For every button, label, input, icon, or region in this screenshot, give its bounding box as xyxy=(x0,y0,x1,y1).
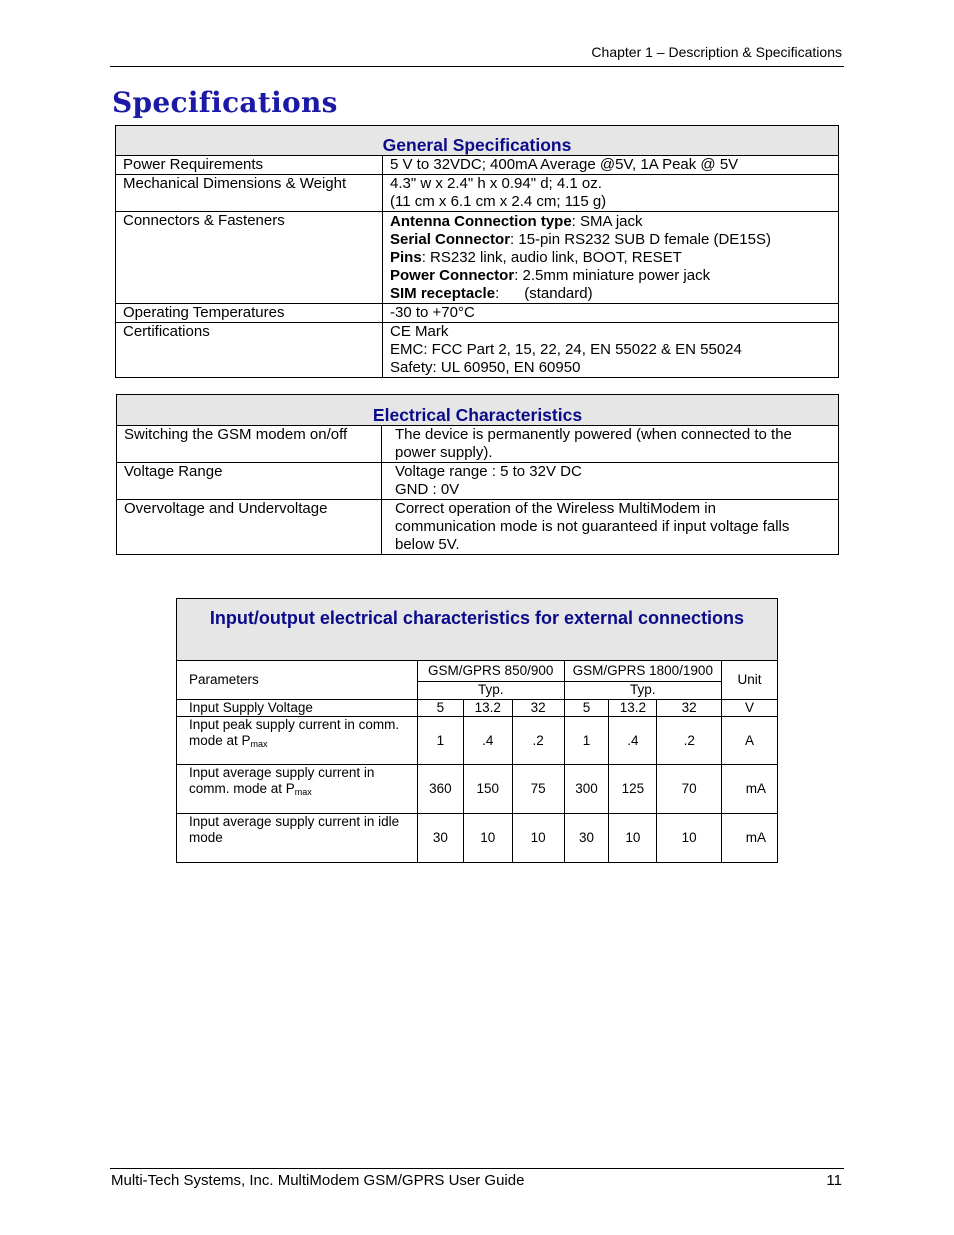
connector-key: Serial Connector xyxy=(390,231,511,248)
value-cell: 10 xyxy=(512,814,564,863)
value-cell: .2 xyxy=(512,717,564,765)
connector-key: Antenna Connection type xyxy=(390,213,572,230)
header-rule xyxy=(110,66,844,67)
connector-item xyxy=(390,267,831,285)
spec-value xyxy=(383,323,839,378)
spec-value-line: Safety: UL 60950, EN 60950 xyxy=(390,359,581,376)
footer-title: Multi-Tech Systems, Inc. MultiModem GSM/GPRS User Guide xyxy=(111,1172,525,1189)
general-specifications-table xyxy=(115,125,839,378)
spec-value xyxy=(382,500,839,555)
typ-header: Typ. xyxy=(417,682,564,700)
connector-item xyxy=(390,249,831,267)
spec-label: Switching the GSM modem on/off xyxy=(117,426,382,463)
page-number: 11 xyxy=(826,1172,842,1189)
connector-value: : (standard) xyxy=(495,285,593,302)
parameter-line: Input average supply current in idle xyxy=(189,814,400,829)
unit-cell: mA xyxy=(722,765,778,814)
connector-key: SIM receptacle xyxy=(390,285,496,302)
connector-item xyxy=(390,213,831,231)
typ-header: Typ. xyxy=(564,682,722,700)
parameter-name xyxy=(177,814,418,863)
value-cell: 32 xyxy=(512,700,564,717)
subscript: max xyxy=(294,787,312,797)
spec-value xyxy=(383,304,839,323)
value-cell: .2 xyxy=(657,717,722,765)
spec-label: Voltage Range xyxy=(117,463,382,500)
value-cell: 10 xyxy=(463,814,512,863)
value-cell: .4 xyxy=(609,717,657,765)
table-row xyxy=(117,463,839,500)
value-cell: .4 xyxy=(463,717,512,765)
table-row xyxy=(177,717,778,765)
band-850-900-header: GSM/GPRS 850/900 xyxy=(417,661,564,682)
subscript: max xyxy=(250,739,268,749)
spec-value-line: 5 V to 32VDC; 400mA Average @5V, 1A Peak @ 5V xyxy=(390,156,739,173)
value-cell: 75 xyxy=(512,765,564,814)
table-row xyxy=(177,765,778,814)
value-cell: 360 xyxy=(417,765,463,814)
spec-label: Certifications xyxy=(116,323,383,378)
parameter-line: mode xyxy=(189,830,223,845)
parameter-text: comm. mode at P xyxy=(189,781,295,796)
spec-value-line: -30 to +70°C xyxy=(390,304,475,321)
parameter-line xyxy=(189,781,414,800)
parameter-line: Input peak supply current in comm. xyxy=(189,717,400,732)
spec-value-line: (11 cm x 6.1 cm x 2.4 cm; 115 g) xyxy=(390,193,607,210)
spec-value xyxy=(383,175,839,212)
value-cell: 30 xyxy=(417,814,463,863)
value-cell: 5 xyxy=(564,700,609,717)
parameter-name xyxy=(177,765,418,814)
spec-value xyxy=(383,156,839,175)
parameters-header: Parameters xyxy=(177,661,418,700)
table-row xyxy=(116,175,839,212)
footer-rule xyxy=(110,1168,844,1169)
spec-value-line: below 5V. xyxy=(395,536,460,553)
value-cell: 10 xyxy=(609,814,657,863)
connector-item xyxy=(390,231,831,249)
table-row xyxy=(116,212,839,304)
value-cell: 1 xyxy=(564,717,609,765)
value-cell: 5 xyxy=(417,700,463,717)
value-cell: 1 xyxy=(417,717,463,765)
unit-cell: mA xyxy=(722,814,778,863)
spec-value-line: Correct operation of the Wireless MultiModem in xyxy=(395,500,716,517)
spec-value-line: power supply). xyxy=(395,444,493,461)
value-cell: 10 xyxy=(657,814,722,863)
connector-value: : 2.5mm miniature power jack xyxy=(514,267,711,284)
io-characteristics-table xyxy=(176,598,778,863)
spec-value-line: Voltage range : 5 to 32V DC xyxy=(395,463,582,480)
band-1800-1900-header: GSM/GPRS 1800/1900 xyxy=(564,661,722,682)
spec-value xyxy=(383,212,839,304)
connector-value: : SMA jack xyxy=(571,213,643,230)
table-row xyxy=(117,500,839,555)
spec-value-line: communication mode is not guaranteed if input voltage falls xyxy=(395,518,790,535)
io-characteristics-title: Input/output electrical characteristics for external connections xyxy=(177,599,778,661)
spec-label: Power Requirements xyxy=(116,156,383,175)
parameter-line: Input average supply current in xyxy=(189,765,375,780)
unit-header: Unit xyxy=(722,661,778,700)
connector-item xyxy=(390,285,831,303)
parameter-line xyxy=(189,733,414,752)
connector-value: : 15-pin RS232 SUB D female (DE15S) xyxy=(510,231,771,248)
spec-label: Overvoltage and Undervoltage xyxy=(117,500,382,555)
table-row xyxy=(116,156,839,175)
connector-key: Power Connector xyxy=(390,267,515,284)
connector-value: : RS232 link, audio link, BOOT, RESET xyxy=(421,249,682,266)
value-cell: 150 xyxy=(463,765,512,814)
spec-value-line: 4.3" w x 2.4" h x 0.94" d; 4.1 oz. xyxy=(390,175,602,192)
spec-label: Connectors & Fasteners xyxy=(116,212,383,304)
value-cell: 13.2 xyxy=(609,700,657,717)
table-row xyxy=(116,304,839,323)
spec-value xyxy=(382,463,839,500)
spec-label: Operating Temperatures xyxy=(116,304,383,323)
spec-value-line: GND : 0V xyxy=(395,481,460,498)
connector-key: Pins xyxy=(390,249,422,266)
value-cell: 300 xyxy=(564,765,609,814)
spec-value-line: The device is permanently powered (when connected to the xyxy=(395,426,792,443)
table-row xyxy=(177,700,778,717)
parameter-text: mode at P xyxy=(189,733,251,748)
value-cell: 32 xyxy=(657,700,722,717)
value-cell: 70 xyxy=(657,765,722,814)
value-cell: 125 xyxy=(609,765,657,814)
unit-cell: A xyxy=(722,717,778,765)
value-cell: 13.2 xyxy=(463,700,512,717)
table-row xyxy=(116,323,839,378)
electrical-characteristics-table xyxy=(116,394,839,555)
spec-value-line: CE Mark xyxy=(390,323,449,340)
value-cell: 30 xyxy=(564,814,609,863)
spec-label: Mechanical Dimensions & Weight xyxy=(116,175,383,212)
parameter-name: Input Supply Voltage xyxy=(177,700,418,717)
chapter-header: Chapter 1 – Description & Specifications xyxy=(591,44,842,60)
page-title: Specifications xyxy=(112,86,338,119)
table-row xyxy=(117,426,839,463)
unit-cell: V xyxy=(722,700,778,717)
spec-value xyxy=(382,426,839,463)
general-specifications-title: General Specifications xyxy=(116,126,839,156)
spec-value-line: EMC: FCC Part 2, 15, 22, 24, EN 55022 & EN 55024 xyxy=(390,341,742,358)
electrical-characteristics-title: Electrical Characteristics xyxy=(117,395,839,426)
table-row xyxy=(177,814,778,863)
parameter-name xyxy=(177,717,418,765)
